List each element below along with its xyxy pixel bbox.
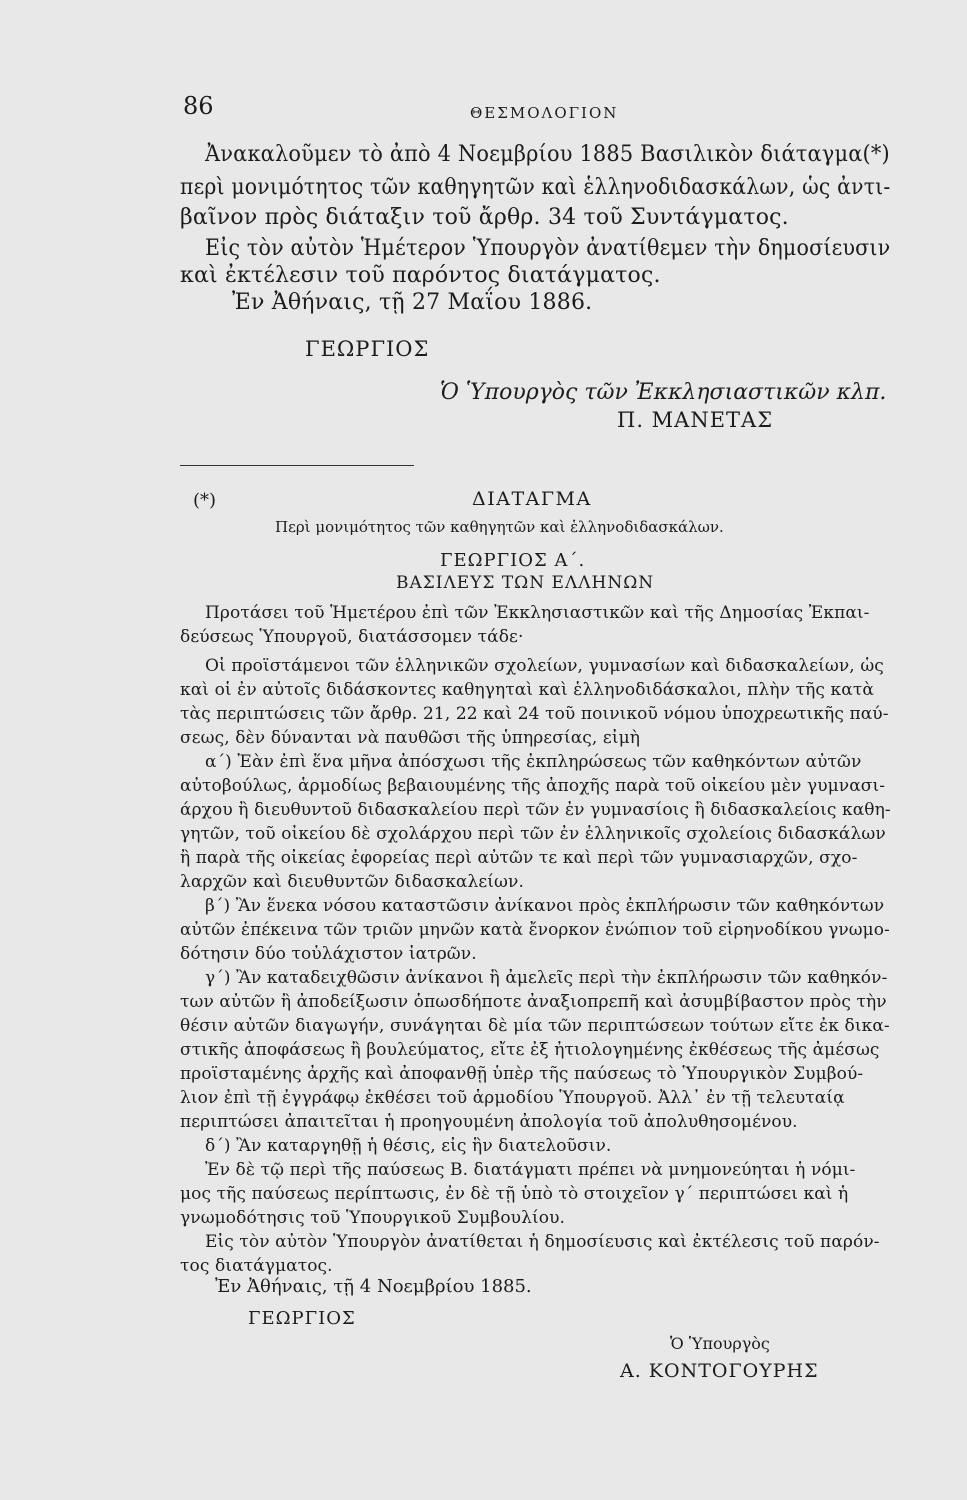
footnote-line: λαρχῶν καὶ διευθυντῶν διδασκαλείων. (180, 872, 524, 892)
footnote-minister-role: Ὁ Ὑπουργὸς (670, 1334, 770, 1353)
footnote-line: θέσιν αὐτῶν διαγωγήν, συνάγηται δὲ μία τῶν περιπτώσεων τούτων εἴτε ἐκ δικα- (180, 1016, 890, 1036)
footnote-king-title: ΒΑΣΙΛΕΥΣ ΤΩΝ ΕΛΛΗΝΩΝ (396, 573, 655, 593)
footnote-king-signature: ΓΕΩΡΓΙΟΣ (248, 1308, 356, 1329)
footnote-line: στικῆς ἀποφάσεως ἢ βουλεύματος, εἴτε ἐξ ἠτιολογημένης ἐκθέσεως τῆς ἀμέσως (180, 1040, 880, 1060)
footnote-line: Προτάσει τοῦ Ἡμετέρου ἐπὶ τῶν Ἐκκλησιαστικῶν καὶ τῆς Δημοσίας Ἐκπαι- (205, 603, 870, 623)
main-line: περὶ μονιμότητος τῶν καθηγητῶν καὶ ἑλληνοδιδασκάλων, ὡς ἀντι- (180, 175, 891, 200)
minister-title: Ὁ Ὑπουργὸς τῶν Ἐκκλησιαστικῶν κλπ. (440, 380, 887, 405)
footnote-line: σεως, δὲν δύνανται νὰ παυθῶσι τῆς ὑπηρεσίας, εἰμὴ (180, 728, 641, 748)
footnote-line: μος τῆς παύσεως περίπτωσις, ἐν δὲ τῇ ὑπὸ τὸ στοιχεῖον γ΄ περιπτώσει καὶ ἡ (180, 1184, 849, 1204)
footnote-line: γνωμοδότησις τοῦ Ὑπουργικοῦ Συμβουλίου. (180, 1208, 566, 1228)
footnote-line: γ΄) Ἂν καταδειχθῶσιν ἀνίκανοι ἢ ἀμελεῖς περὶ τὴν ἐκπλήρωσιν τῶν καθηκόν- (205, 968, 888, 988)
footnote-line: άρχου ἢ διευθυντοῦ διδασκαλείου περὶ τῶν ἐν γυμνασίοις ἢ διδασκαλείοις καθη- (180, 800, 891, 820)
main-line: Ἀνακαλοῦμεν τὸ ἀπὸ 4 Νοεμβρίου 1885 Βασιλικὸν διάταγμα(*) (205, 142, 890, 167)
footnote-line: Ἐν δὲ τῷ περὶ τῆς παύσεως Β. διατάγματι πρέπει νὰ μνημονεύηται ἡ νόμι- (205, 1160, 856, 1180)
footnote-line: αὐτῶν ἐπέκεινα τῶν τριῶν μηνῶν κατὰ ἔνορκον ἐνώπιον τοῦ εἰρηνοδίκου γνωμο- (180, 920, 890, 940)
footnote-line: δ΄) Ἂν καταργηθῇ ἡ θέσις, εἰς ἣν διατελοῦσιν. (205, 1136, 612, 1156)
minister-name: Π. ΜΑΝΕΤΑΣ (617, 408, 774, 432)
footnote-date: Ἐν Ἀθήναις, τῇ 4 Νοεμβρίου 1885. (215, 1276, 532, 1297)
footnote-line: β΄) Ἂν ἕνεκα νόσου καταστῶσιν ἀνίκανοι πρὸς ἐκπλήρωσιν τῶν καθηκόντων (205, 896, 885, 916)
page-number: 86 (183, 92, 214, 120)
footnote-line: τὰς περιπτώσεις τῶν ἄρθρ. 21, 22 καὶ 24 τοῦ ποινικοῦ νόμου ὑποχρεωτικῆς παύ- (180, 704, 889, 724)
footnote-line: δότησιν δύο τοὐλάχιστον ἰατρῶν. (180, 944, 477, 964)
footnote-line: λιον ἐπὶ τῇ ἐγγράφῳ ἐκθέσει τοῦ ἁρμοδίου Ὑπουργοῦ. Ἀλλ᾽ ἐν τῇ τελευταίᾳ (180, 1088, 845, 1108)
footnote-king: ΓΕΩΡΓΙΟΣ Α΄. (440, 550, 586, 571)
main-line: καὶ ἐκτέλεσιν τοῦ παρόντος διατάγματος. (180, 263, 661, 288)
footnote-line: προϊσταμένης ἀρχῆς καὶ ἀποφανθῇ ὑπὲρ τῆς παύσεως τὸ Ὑπουργικὸν Συμβού- (180, 1064, 864, 1084)
footnote-line: δεύσεως Ὑπουργοῦ, διατάσσομεν τάδε· (180, 627, 524, 647)
footnote-minister-name: Α. ΚΟΝΤΟΓΟΥΡΗΣ (620, 1360, 819, 1382)
footnote-divider (180, 465, 414, 466)
footnote-line: Οἱ προϊστάμενοι τῶν ἑλληνικῶν σχολείων, γυμνασίων καὶ διδασκαλείων, ὡς (205, 656, 884, 676)
footnote-line: τος διατάγματος. (180, 1256, 333, 1276)
king-signature: ΓΕΩΡΓΙΟΣ (305, 337, 430, 361)
footnote-title: ΔΙΑΤΑΓΜΑ (472, 488, 592, 510)
footnote-subtitle: Περὶ μονιμότητος τῶν καθηγητῶν καὶ ἑλληνοδιδασκάλων. (275, 518, 724, 536)
footnote-marker: (*) (193, 490, 217, 511)
footnote-line: Εἰς τὸν αὐτὸν Ὑπουργὸν ἀνατίθεται ἡ δημοσίευσις καὶ ἐκτέλεσις τοῦ παρόν- (205, 1232, 880, 1252)
footnote-line: περιπτώσει ἀπαιτεῖται ἡ προηγουμένη ἀπολογία τοῦ ἀπολυθησομένου. (180, 1112, 798, 1132)
main-date: Ἐν Ἀθήναις, τῇ 27 Μαΐου 1886. (232, 290, 593, 315)
footnote-line: α΄) Ἐὰν ἐπὶ ἕνα μῆνα ἀπόσχωσι τῆς ἐκπληρώσεως τῶν καθηκόντων αὐτῶν (205, 752, 862, 772)
footnote-line: αὐτοβούλως, ἁρμοδίως βεβαιουμένης τῆς ἀποχῆς παρὰ τοῦ οἰκείου μὲν γυμνασι- (180, 776, 886, 796)
footnote-line: γητῶν, τοῦ οἰκείου δὲ σχολάρχου περὶ τῶν ἐν ἑλληνικοῖς σχολείοις διδασκάλων (180, 824, 886, 844)
footnote-line: των αὐτῶν ἢ ἀποδείξωσιν ὁπωσδήποτε ἀναξιοπρεπῆ καὶ ἀσυμβίβαστον πρὸς τὴν (180, 992, 887, 1012)
main-line: Εἰς τὸν αὐτὸν Ἡμέτερον Ὑπουργὸν ἀνατίθεμεν τὴν δημοσίευσιν (205, 236, 891, 261)
footnote-line: ἢ παρὰ τῆς οἰκείας ἐφορείας περὶ αὐτῶν τε καὶ περὶ τῶν γυμνασιαρχῶν, σχο- (180, 848, 858, 868)
main-line: βαῖνον πρὸς διάταξιν τοῦ ἄρθρ. 34 τοῦ Συντάγματος. (180, 205, 789, 230)
footnote-line: καὶ οἱ ἐν αὐτοῖς διδάσκοντες καθηγηταὶ καὶ ἑλληνοδιδάσκαλοι, πλὴν τῆς κατὰ (180, 680, 874, 700)
running-title: ΘΕΣΜΟΛΟΓΙΟΝ (470, 104, 619, 122)
